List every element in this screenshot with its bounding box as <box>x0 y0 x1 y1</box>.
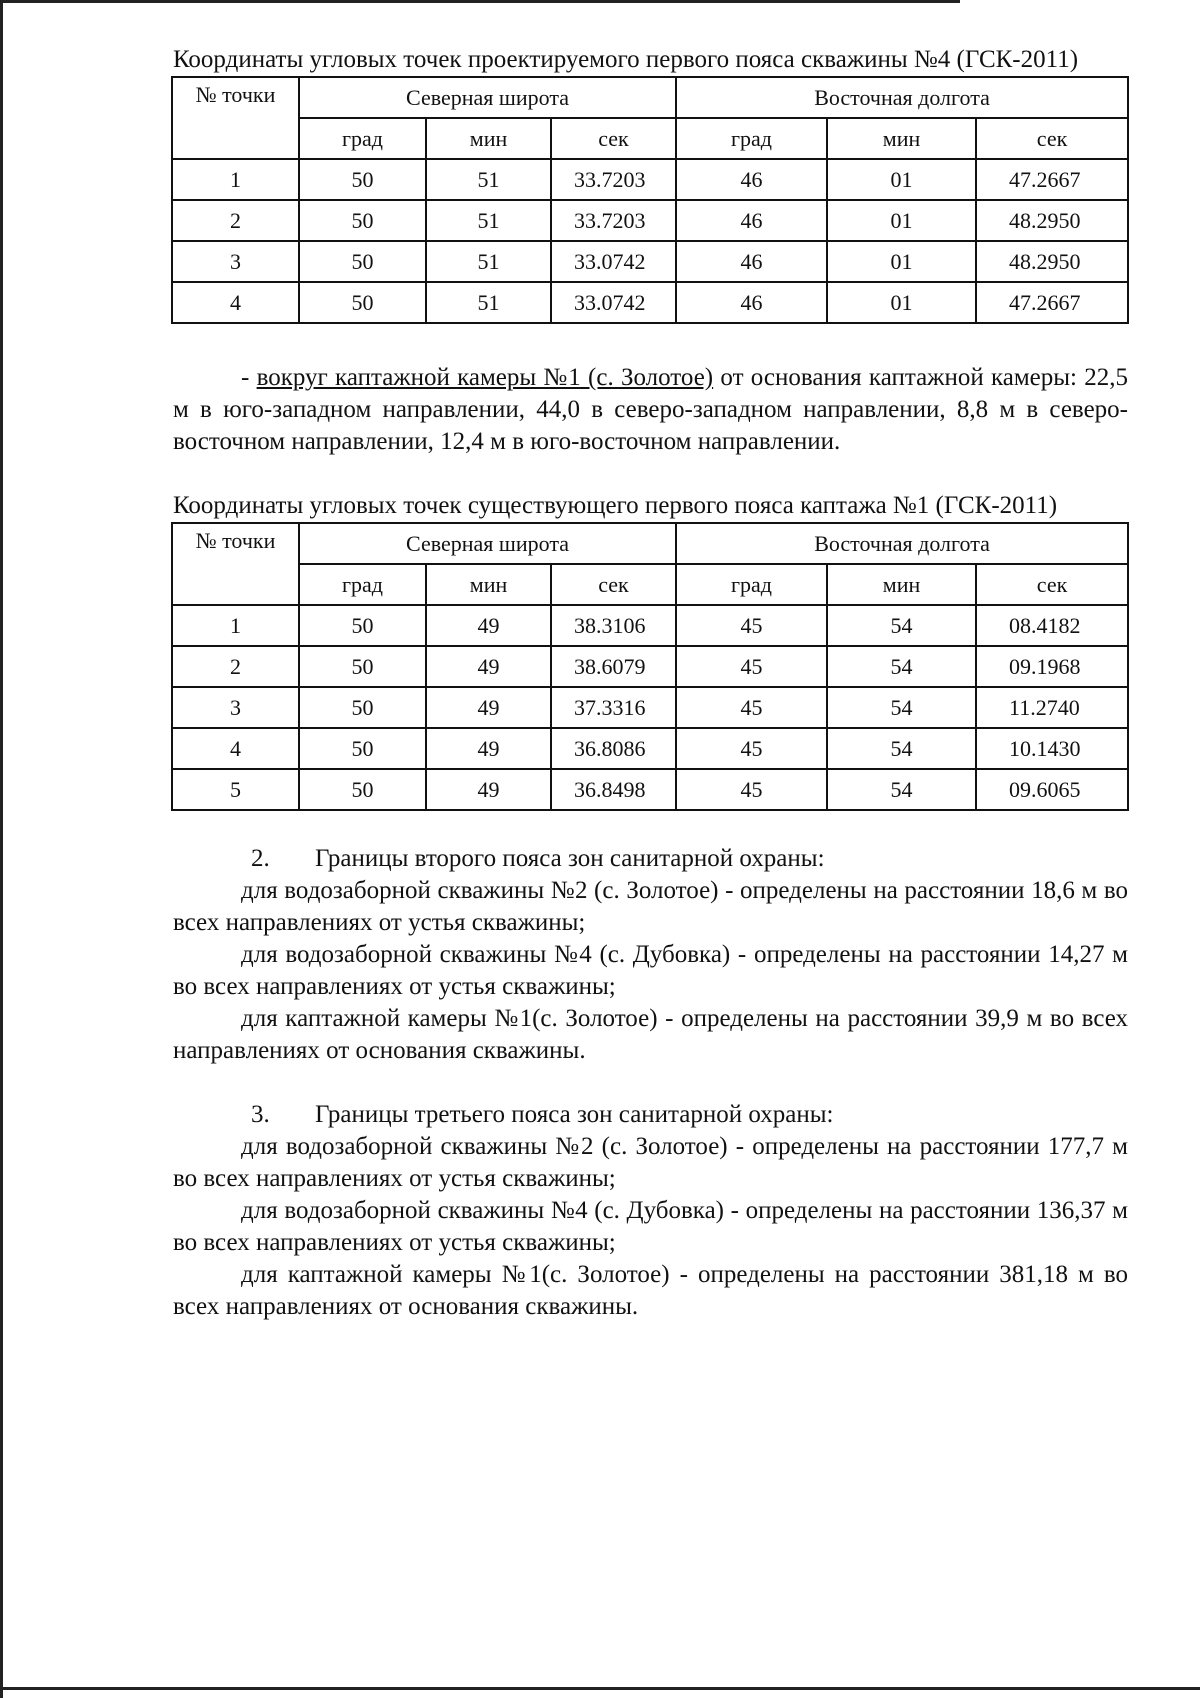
cell: 51 <box>426 241 551 282</box>
cell: 50 <box>299 728 426 769</box>
coordinates-table-1 <box>171 76 1129 324</box>
cell: 45 <box>676 646 827 687</box>
point-cell: 2 <box>172 646 299 687</box>
table-row <box>172 769 1128 810</box>
cell: 46 <box>676 241 827 282</box>
cell: 54 <box>827 728 976 769</box>
table-row <box>172 200 1128 241</box>
cell: 01 <box>827 159 976 200</box>
table1-caption: Координаты угловых точек проектируемого первого пояса скважины №4 (ГСК-2011) <box>173 46 1079 73</box>
cell: 45 <box>676 728 827 769</box>
section-2-item: для водозаборной скважины №2 (с. Золотое) - определены на расстоянии 18,6 м во всех направлениях от устья скважины; <box>173 877 1128 936</box>
coordinates-table-2 <box>171 522 1129 811</box>
sec-header: сек <box>976 564 1128 605</box>
cell: 01 <box>827 200 976 241</box>
min-header: мин <box>827 564 976 605</box>
table2-caption: Координаты угловых точек существующего первого пояса каптажа №1 (ГСК-2011) <box>173 492 1058 519</box>
cell: 49 <box>426 605 551 646</box>
cell: 46 <box>676 282 827 323</box>
north-latitude-header: Северная широта <box>299 77 676 118</box>
point-cell: 3 <box>172 241 299 282</box>
section-2-heading <box>173 843 1128 875</box>
cell: 50 <box>299 646 426 687</box>
cell: 36.8498 <box>551 769 676 810</box>
section-3-item: для каптажной камеры №1(с. Золотое) - определены на расстоянии 381,18 м во всех направлениях от основания скважины. <box>173 1261 1128 1320</box>
cell: 48.2950 <box>976 241 1128 282</box>
north-latitude-header: Северная широта <box>299 523 676 564</box>
section-2-item: для водозаборной скважины №4 (с. Дубовка) - определены на расстоянии 14,27 м во всех направлениях от устья скважины; <box>173 941 1128 1000</box>
cell: 50 <box>299 769 426 810</box>
point-cell: 1 <box>172 159 299 200</box>
cell: 47.2667 <box>976 282 1128 323</box>
cell: 10.1430 <box>976 728 1128 769</box>
east-longitude-header: Восточная долгота <box>676 77 1128 118</box>
cell: 46 <box>676 200 827 241</box>
section-3-item: для водозаборной скважины №4 (с. Дубовка) - определены на расстоянии 136,37 м во всех направлениях от устья скважины; <box>173 1197 1128 1256</box>
section-number: 3. <box>251 1101 270 1128</box>
cell: 50 <box>299 282 426 323</box>
cell: 38.6079 <box>551 646 676 687</box>
cell: 09.1968 <box>976 646 1128 687</box>
cell: 49 <box>426 687 551 728</box>
cell: 45 <box>676 687 827 728</box>
cell: 48.2950 <box>976 200 1128 241</box>
cell: 11.2740 <box>976 687 1128 728</box>
point-number-header: № точки <box>172 77 299 159</box>
point-cell: 1 <box>172 605 299 646</box>
section-number: 2. <box>251 845 270 872</box>
cell: 54 <box>827 687 976 728</box>
deg-header: град <box>676 564 827 605</box>
cell: 51 <box>426 282 551 323</box>
cell: 01 <box>827 241 976 282</box>
cell: 50 <box>299 159 426 200</box>
cell: 50 <box>299 200 426 241</box>
cell: 33.0742 <box>551 282 676 323</box>
table-row <box>172 728 1128 769</box>
section-3-heading <box>173 1099 1128 1131</box>
point-cell: 2 <box>172 200 299 241</box>
cell: 09.6065 <box>976 769 1128 810</box>
cell: 50 <box>299 687 426 728</box>
min-header: мин <box>827 118 976 159</box>
deg-header: град <box>299 118 426 159</box>
table-row <box>172 605 1128 646</box>
east-longitude-header: Восточная долгота <box>676 523 1128 564</box>
cell: 54 <box>827 769 976 810</box>
min-header: мин <box>426 118 551 159</box>
sec-header: сек <box>551 118 676 159</box>
cell: 54 <box>827 646 976 687</box>
section-3-item: для водозаборной скважины №2 (с. Золотое) - определены на расстоянии 177,7 м во всех направлениях от устья скважины; <box>173 1133 1128 1192</box>
deg-header: град <box>676 118 827 159</box>
cell: 47.2667 <box>976 159 1128 200</box>
point-cell: 5 <box>172 769 299 810</box>
cell: 33.0742 <box>551 241 676 282</box>
cell: 50 <box>299 605 426 646</box>
cell: 01 <box>827 282 976 323</box>
min-header: мин <box>426 564 551 605</box>
kaptazh-camera-paragraph <box>173 362 1128 458</box>
cell: 08.4182 <box>976 605 1128 646</box>
section-title: Границы второго пояса зон санитарной охраны: <box>315 845 825 872</box>
section-title: Границы третьего пояса зон санитарной охраны: <box>315 1101 834 1128</box>
table-row <box>172 687 1128 728</box>
cell: 46 <box>676 159 827 200</box>
sec-header: сек <box>551 564 676 605</box>
cell: 33.7203 <box>551 159 676 200</box>
cell: 45 <box>676 769 827 810</box>
cell: 33.7203 <box>551 200 676 241</box>
cell: 38.3106 <box>551 605 676 646</box>
point-cell: 3 <box>172 687 299 728</box>
scan-border-bottom <box>0 1687 1200 1690</box>
cell: 36.8086 <box>551 728 676 769</box>
table-row <box>172 282 1128 323</box>
document-body <box>173 40 1128 1323</box>
deg-header: град <box>299 564 426 605</box>
table-row <box>172 159 1128 200</box>
point-cell: 4 <box>172 728 299 769</box>
table-row <box>172 241 1128 282</box>
cell: 37.3316 <box>551 687 676 728</box>
cell: 51 <box>426 159 551 200</box>
dash: - <box>241 364 257 391</box>
cell: 45 <box>676 605 827 646</box>
sec-header: сек <box>976 118 1128 159</box>
kaptazh-camera-underlined: вокруг каптажной камеры №1 (с. Золотое) <box>256 364 714 391</box>
scan-border-left <box>0 0 3 1698</box>
cell: 50 <box>299 241 426 282</box>
cell: 49 <box>426 769 551 810</box>
kaptazh-camera-text: от основания каптажной камеры: 22,5 м в юго-западном направлении, 44,0 в северо-западном направлении, 8,8 м в северо-восточном направлении, 12,4 м в юго-восточном направлении. <box>173 364 1128 455</box>
cell: 49 <box>426 646 551 687</box>
cell: 49 <box>426 728 551 769</box>
table-row <box>172 646 1128 687</box>
cell: 54 <box>827 605 976 646</box>
cell: 51 <box>426 200 551 241</box>
point-number-header: № точки <box>172 523 299 605</box>
point-cell: 4 <box>172 282 299 323</box>
section-2-item: для каптажной камеры №1(с. Золотое) - определены на расстоянии 39,9 м во всех направлениях от основания скважины. <box>173 1005 1128 1064</box>
scan-border-top <box>0 0 960 3</box>
